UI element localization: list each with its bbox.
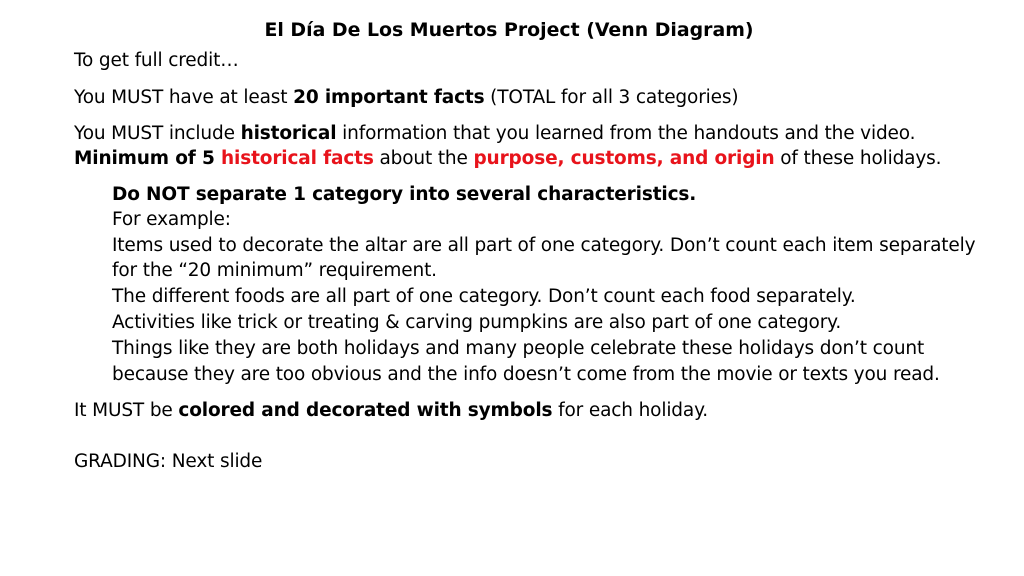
rules-foods: The different foods are all part of one category. Don’t count each food separately. bbox=[112, 286, 856, 307]
historical-bold: historical bbox=[240, 123, 337, 144]
grading-note: GRADING: Next slide bbox=[74, 451, 263, 472]
slide-title: El Día De Los Muertos Project (Venn Diagram) bbox=[264, 19, 754, 41]
facts-pre: You MUST have at least bbox=[74, 87, 294, 108]
intro-text: To get full credit… bbox=[74, 50, 239, 71]
colored-requirement bbox=[74, 398, 708, 424]
minimum-bold: Minimum of 5 bbox=[74, 148, 221, 169]
facts-bold: 20 important facts bbox=[293, 87, 485, 108]
rules-obvious-line2: because they are too obvious and the info doesn’t come from the movie or texts you read. bbox=[112, 364, 940, 385]
rules-heading-text: Do NOT separate 1 category into several characteristics. bbox=[112, 184, 697, 205]
rules-altar-line1: Items used to decorate the altar are all part of one category. Don’t count each item separately bbox=[112, 235, 976, 256]
historical-requirement bbox=[74, 121, 915, 147]
facts-requirement bbox=[74, 85, 738, 111]
colored-bold: colored and decorated with symbols bbox=[178, 400, 553, 421]
historical-pre: You MUST include bbox=[74, 123, 241, 144]
colored-pre: It MUST be bbox=[74, 400, 179, 421]
rules-example: For example: bbox=[112, 209, 231, 230]
facts-post: (TOTAL for all 3 categories) bbox=[484, 87, 739, 108]
minimum-red-historical: historical facts bbox=[221, 148, 374, 169]
minimum-mid: about the bbox=[373, 148, 474, 169]
minimum-requirement bbox=[74, 146, 941, 172]
historical-post: information that you learned from the handouts and the video. bbox=[336, 123, 916, 144]
colored-post: for each holiday. bbox=[552, 400, 708, 421]
rules-obvious-line1: Things like they are both holidays and many people celebrate these holidays don’t count bbox=[112, 338, 925, 359]
minimum-post: of these holidays. bbox=[774, 148, 942, 169]
rules-activities: Activities like trick or treating & carving pumpkins are also part of one category. bbox=[112, 312, 842, 333]
minimum-red-purpose: purpose, customs, and origin bbox=[473, 148, 775, 169]
rules-altar-line2: for the “20 minimum” requirement. bbox=[112, 260, 437, 281]
rules-heading bbox=[112, 182, 696, 208]
